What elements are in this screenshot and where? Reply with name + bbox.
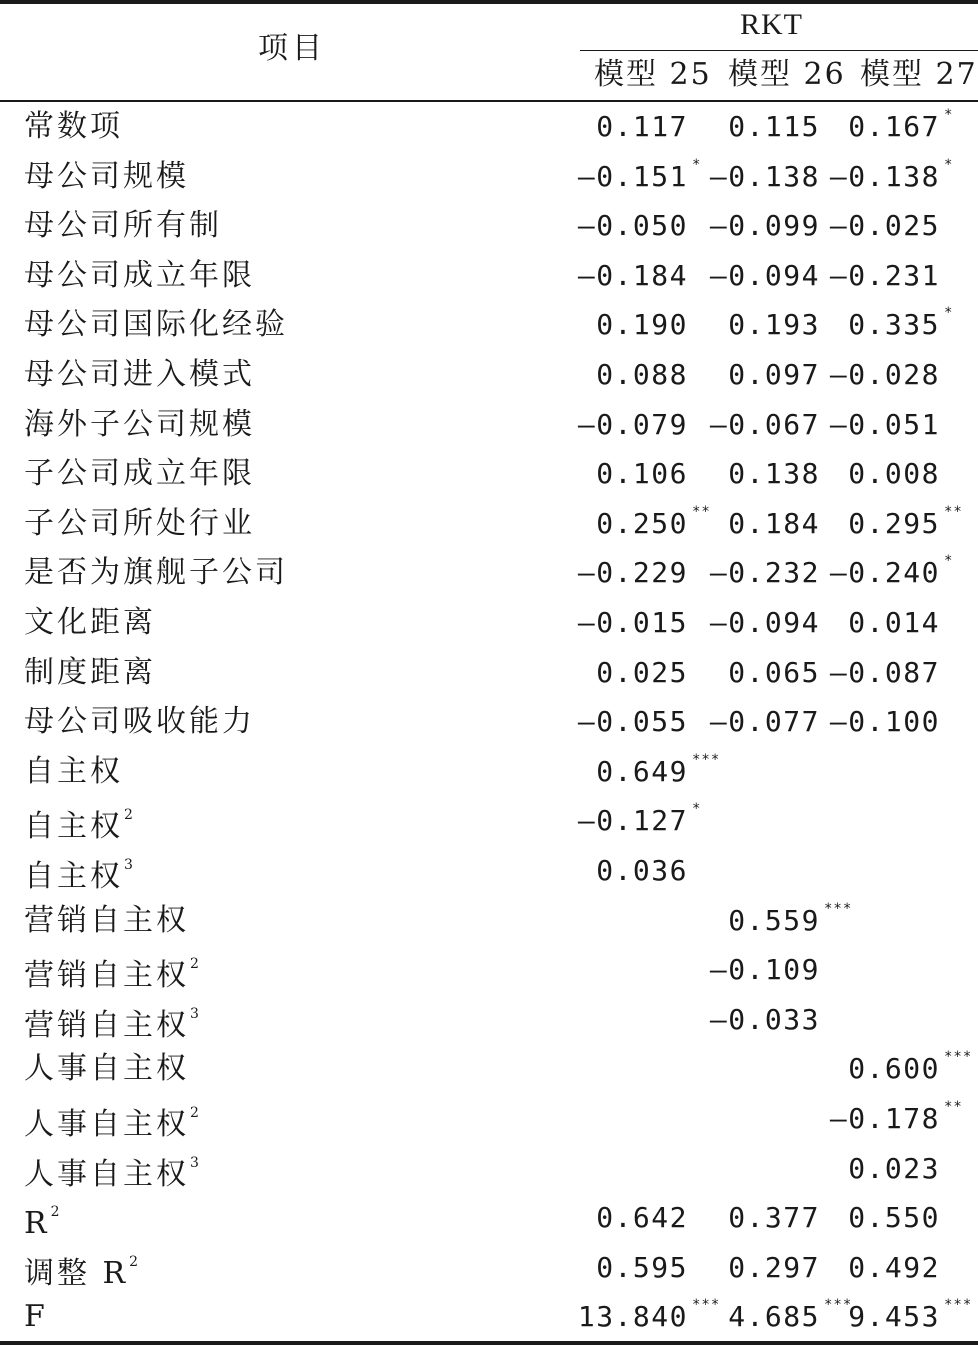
row-label-text: 人事自主权 (24, 1051, 189, 1087)
value-cell-model-26: 0.559 (728, 903, 820, 937)
value-cell-model-25: —0.055 (577, 705, 688, 739)
row-label-text: 文化距离 (24, 605, 156, 640)
value-cell-model-27: 0.167 (848, 110, 940, 143)
table-row (0, 1292, 978, 1342)
table-row (0, 747, 978, 797)
row-label-text: 是否为旗舰子公司 (24, 555, 288, 591)
value-cell-model-25: 0.088 (596, 358, 688, 391)
value-cell-model-26: —0.094 (709, 606, 820, 639)
row-label (24, 1292, 48, 1342)
value-cell-model-27: —0.087 (829, 655, 940, 689)
value-cell-model-25: 0.595 (596, 1250, 688, 1284)
value-cell-model-25: 0.642 (596, 1201, 688, 1235)
row-label (24, 400, 255, 450)
row-label-text: 营销自主权 (24, 1007, 189, 1043)
row-label (24, 598, 156, 648)
row-label-text: 海外子公司规模 (24, 406, 255, 442)
significance-marker: * (944, 156, 954, 173)
row-label (24, 449, 255, 499)
significance-marker: *** (944, 1049, 973, 1066)
value-cell-model-27: —0.138 (829, 159, 940, 193)
value-cell-model-25: 0.025 (596, 655, 688, 689)
value-cell-model-25: —0.229 (577, 556, 688, 590)
value-cell-model-27: 0.492 (848, 1250, 940, 1284)
row-label-text: 母公司吸收能力 (24, 704, 255, 740)
value-cell-model-27: —0.025 (829, 209, 940, 243)
row-label (24, 1144, 199, 1200)
row-label-text: 调整 R (24, 1255, 129, 1291)
value-cell-model-26: 0.193 (728, 308, 820, 342)
value-cell-model-26: —0.138 (709, 159, 820, 193)
table-row (0, 1094, 978, 1144)
row-label (24, 1193, 60, 1249)
value-cell-model-26: —0.094 (709, 258, 820, 292)
row-label-superscript: 3 (124, 857, 133, 873)
row-label (24, 896, 189, 946)
table-row (0, 796, 978, 846)
table-row (0, 251, 978, 301)
row-label-text: 母公司国际化经验 (24, 307, 288, 343)
table-row (0, 1144, 978, 1194)
significance-marker: * (944, 107, 954, 123)
row-label-text: 自主权 (24, 859, 123, 894)
row-label-text: 常数项 (24, 109, 123, 144)
row-label-text: 人事自主权 (24, 1156, 189, 1192)
row-label-superscript: 2 (190, 1105, 199, 1121)
row-label (24, 1094, 199, 1150)
significance-marker: *** (824, 900, 853, 917)
table-row (0, 1044, 978, 1094)
significance-marker: *** (692, 751, 721, 768)
value-cell-model-26: —0.232 (709, 556, 820, 590)
value-cell-model-27: 0.014 (848, 606, 940, 639)
value-cell-model-26: —0.077 (709, 705, 820, 739)
column-header-model-25: 模型 25 (594, 57, 712, 92)
column-header-model-26: 模型 26 (728, 57, 846, 92)
row-label (24, 201, 222, 251)
table-row (0, 945, 978, 995)
group-header-rule (580, 50, 978, 51)
value-cell-model-26: —0.099 (709, 209, 820, 243)
table-row (0, 350, 978, 400)
value-cell-model-27: 9.453 (848, 1300, 940, 1334)
value-cell-model-25: —0.079 (577, 407, 688, 441)
significance-marker: *** (944, 1297, 973, 1314)
value-cell-model-26: —0.067 (709, 407, 820, 441)
table-row (0, 400, 978, 450)
value-cell-model-25: 0.190 (596, 308, 688, 342)
value-cell-model-26: 0.297 (728, 1250, 820, 1284)
value-cell-model-26: —0.109 (709, 953, 820, 987)
value-cell-model-27: 0.008 (848, 457, 940, 491)
value-cell-model-25: 0.649 (596, 754, 688, 788)
value-cell-model-27: —0.240 (829, 556, 940, 590)
table-row (0, 598, 978, 648)
value-cell-model-27: —0.178 (829, 1102, 940, 1135)
table-row (0, 102, 978, 152)
row-label-text: 母公司成立年限 (24, 257, 255, 293)
value-cell-model-26: —0.033 (709, 1002, 820, 1036)
value-cell-model-25: —0.015 (577, 606, 688, 639)
value-cell-model-26: 0.184 (728, 506, 820, 540)
significance-marker: * (944, 553, 954, 570)
table-row (0, 449, 978, 499)
value-cell-model-25: —0.184 (577, 258, 688, 292)
row-label (24, 945, 199, 1001)
significance-marker: *** (692, 1297, 721, 1314)
row-label (24, 251, 255, 301)
value-cell-model-25: 13.840 (577, 1300, 688, 1334)
row-label (24, 995, 199, 1051)
table-row (0, 896, 978, 946)
row-label (24, 300, 288, 350)
row-label (24, 846, 133, 902)
significance-marker: ** (944, 1099, 963, 1115)
value-cell-model-25: 0.117 (596, 110, 688, 143)
row-label (24, 747, 123, 797)
row-label-superscript: 3 (190, 1005, 199, 1022)
row-label-text: 母公司规模 (24, 158, 189, 194)
value-cell-model-26: 0.377 (728, 1201, 820, 1235)
value-cell-model-27: 0.550 (848, 1201, 940, 1235)
row-label (24, 350, 255, 400)
value-cell-model-25: 0.036 (596, 854, 688, 887)
table-top-rule (0, 0, 978, 4)
table-row (0, 648, 978, 698)
significance-marker: * (692, 156, 702, 173)
row-label-superscript: 2 (50, 1204, 60, 1221)
significance-marker: * (692, 801, 702, 818)
row-label-superscript: 2 (124, 807, 133, 824)
value-cell-model-26: 0.065 (728, 655, 820, 689)
value-cell-model-26: 0.115 (728, 110, 820, 143)
table-row (0, 201, 978, 251)
table-row (0, 152, 978, 202)
column-group-header-rkt: RKT (740, 8, 803, 41)
value-cell-model-27: —0.051 (829, 407, 940, 441)
value-cell-model-25: 0.250 (596, 506, 688, 540)
table-row (0, 995, 978, 1045)
row-label-superscript: 2 (190, 956, 199, 973)
value-cell-model-27: 0.023 (848, 1151, 940, 1185)
value-cell-model-27: —0.100 (829, 705, 940, 739)
row-label-text: 营销自主权 (24, 958, 189, 994)
table-row (0, 300, 978, 350)
row-label (24, 648, 156, 698)
row-label-text: 制度距离 (24, 654, 156, 690)
table-row (0, 499, 978, 549)
table-row (0, 1193, 978, 1243)
value-cell-model-27: 0.295 (848, 506, 940, 540)
row-label (24, 152, 189, 202)
row-label-text: 母公司所有制 (24, 208, 222, 244)
value-cell-model-26: 0.138 (728, 457, 820, 491)
row-label-superscript: 3 (190, 1154, 199, 1171)
row-label-text: 母公司进入模式 (24, 357, 255, 392)
row-label-text: 人事自主权 (24, 1107, 189, 1142)
row-label (24, 697, 255, 747)
row-label (24, 102, 123, 152)
table-row (0, 548, 978, 598)
row-label (24, 1044, 189, 1094)
value-cell-model-26: 0.097 (728, 358, 820, 391)
value-cell-model-25: —0.151 (577, 159, 688, 193)
value-cell-model-27: 0.335 (848, 308, 940, 342)
row-label-text: F (24, 1299, 48, 1335)
row-label (24, 548, 288, 598)
table-row (0, 697, 978, 747)
table-row (0, 846, 978, 896)
table-row (0, 1243, 978, 1293)
significance-marker: * (944, 305, 954, 322)
row-label (24, 1243, 138, 1299)
value-cell-model-26: 4.685 (728, 1300, 820, 1334)
value-cell-model-27: —0.231 (829, 258, 940, 292)
significance-marker: *** (824, 1297, 853, 1314)
row-label-text: 自主权 (24, 753, 123, 789)
row-label (24, 499, 255, 549)
significance-marker: ** (692, 503, 711, 520)
row-label-text: R (24, 1206, 50, 1242)
value-cell-model-27: 0.600 (848, 1052, 940, 1086)
row-label-text: 子公司成立年限 (24, 456, 255, 492)
value-cell-model-27: —0.028 (829, 358, 940, 391)
row-label-text: 营销自主权 (24, 902, 189, 938)
column-header-item: 项目 (258, 31, 326, 66)
value-cell-model-25: —0.127 (577, 804, 688, 838)
row-label-text: 子公司所处行业 (24, 505, 255, 541)
value-cell-model-25: 0.106 (596, 457, 688, 491)
row-label-superscript: 2 (129, 1253, 139, 1270)
column-header-model-27: 模型 27 (860, 57, 978, 92)
row-label-text: 自主权 (24, 809, 123, 845)
row-label (24, 796, 133, 852)
significance-marker: ** (944, 503, 963, 520)
value-cell-model-25: —0.050 (577, 209, 688, 243)
